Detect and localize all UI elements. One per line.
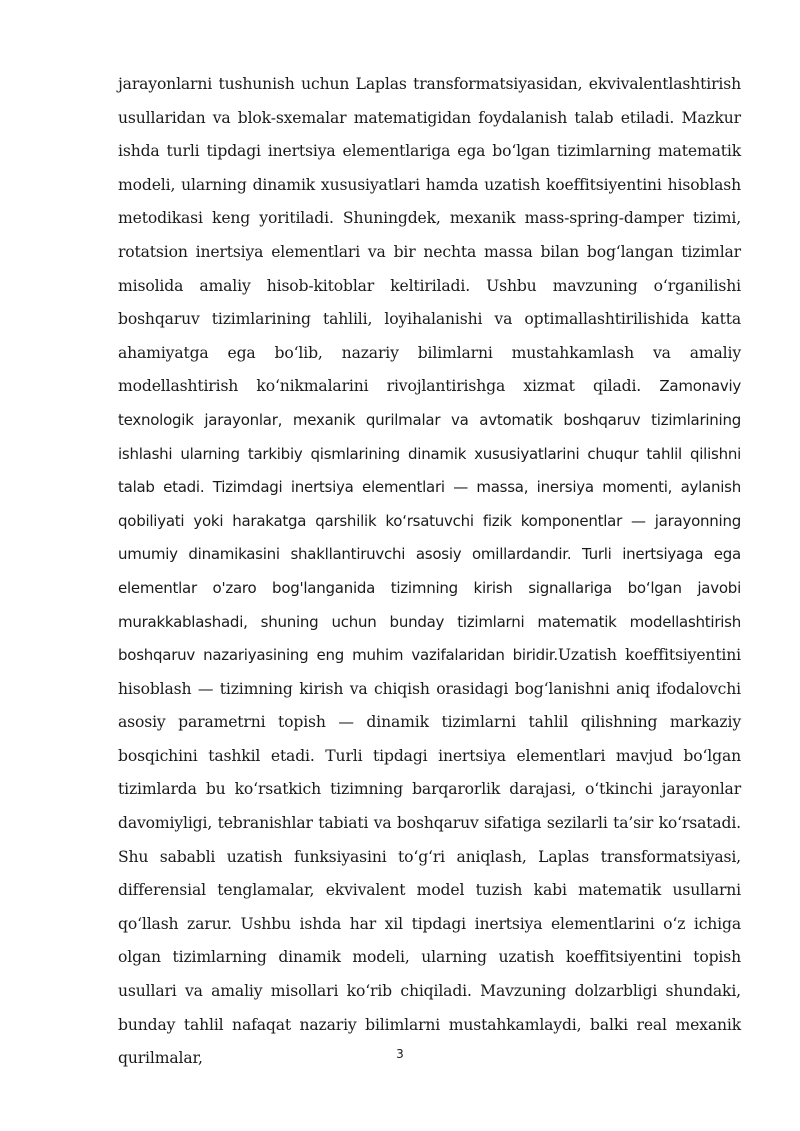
paragraph-segment-serif-transfer: Uzatish koeffitsiyentini hisoblash — tizimning kirish va chiqish orasidagi bog‘lanishni aniq ifodalovchi asosiy parametrni topish — dinamik tizimlarni tahlil qilishning markaziy bosqichini tashkil etadi. Turli tipdagi inertsiya elementlari mavjud bo‘lgan tizimlarda bu ko‘rsatkich tizimning barqarorlik darajasi, o‘tkinchi jarayonlar davomiyligi, tebranishlar tabiati va boshqaruv sifatiga sezilarli ta’sir ko‘rsatadi. Shu sababli uzatish funksiyasini to‘g‘ri aniqlash, Laplas transformatsiyasi, differensial tenglamalar, ekvivalent model tuzish kabi matematik usullarni qo‘llash zarur. Ushbu ishda har xil tipdagi inertsiya elementlarini o‘z ichiga olgan tizimlarning dinamik modeli, ularning uzatish koeffitsiyentini topish usullari va amaliy misollari ko‘rib chiqiladi. Mavzuning dolzarbligi shundaki, bunday tahlil nafaqat nazariy bilimlarni mustahkamlaydi, balki real mexanik qurilmalar, — [118, 646, 742, 1068]
paragraph-segment-serif-intro: jarayonlarni tushunish uchun Laplas transformatsiyasidan, ekvivalentlashtirish usullaridan va blok-sxemalar matematigidan foydalanish talab etiladi. Mazkur ishda turli tipdagi inertsiya elementlariga ega bo‘lgan tizimlarning matematik modeli, ularning dinamik xususiyatlari hamda uzatish koeffitsiyentini hisoblash metodikasi keng yoritiladi. Shuningdek, mexanik mass-spring-damper tizimi, rotatsion inertsiya elementlari va bir nechta massa bilan bog‘langan tizimlar misolida amaliy hisob-kitoblar keltiriladi. Ushbu mavzuning o‘rganilishi boshqaruv tizimlarining tahlili, loyihalanishi va optimallashtirilishida katta ahamiyatga ega bo‘lib, nazariy bilimlarni mustahkamlash va amaliy modellashtirish ko‘nikmalarini rivojlantirishga xizmat qiladi. — [118, 75, 741, 396]
body-paragraph — [118, 68, 741, 1076]
paragraph-segment-sans: Zamonaviy texnologik jarayonlar, mexanik qurilmalar va avtomatik boshqaruv tizimlarining ishlashi ularning tarkibiy qismlarining dinamik xususiyatlarini chuqur tahlil qilishni talab etadi. Tizimdagi inertsiya elementlari — massa, inersiya momenti, aylanish qobiliyati yoki harakatga qarshilik ko‘rsatuvchi fizik komponentlar — jarayonning umumiy dinamikasini shakllantiruvchi asosiy omillardandir. Turli inertsiyaga ega elementlar o'zaro bog'langanida tizimning kirish signallariga bo‘lgan javobi murakkablashadi, shuning uchun bunday tizimlarni matematik modellashtirish boshqaruv nazariyasining eng muhim vazifalaridan biridir. — [118, 377, 741, 665]
page-number: 3 — [396, 1047, 404, 1061]
